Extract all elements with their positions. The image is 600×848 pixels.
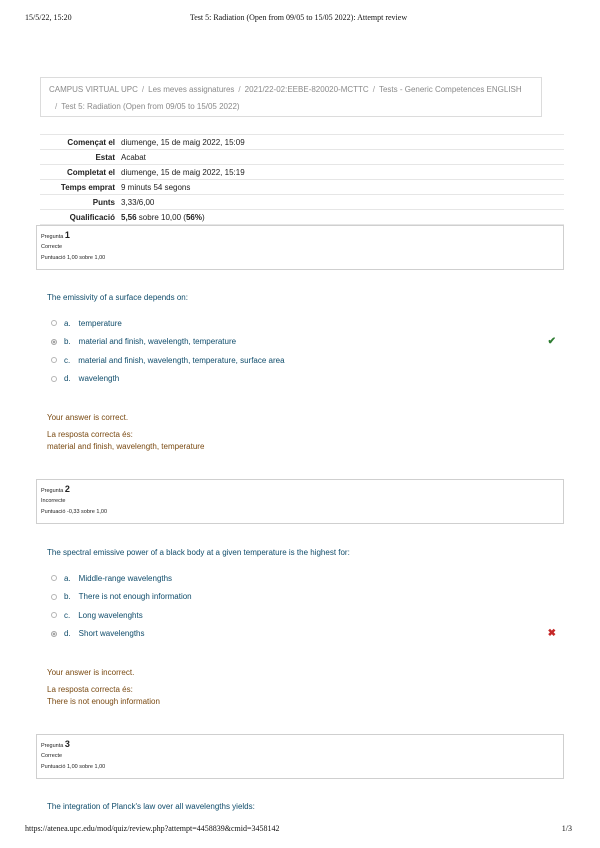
summary-value: 3,33/6,00 bbox=[118, 195, 564, 210]
question-number bbox=[41, 230, 563, 241]
breadcrumb bbox=[40, 77, 542, 117]
question-info-1 bbox=[36, 225, 564, 270]
answer-text: material and finish, wavelength, temperature, surface area bbox=[78, 355, 285, 365]
feedback-text: Your answer is correct. bbox=[47, 413, 129, 422]
print-header bbox=[25, 13, 572, 25]
question-grade: Puntuació 1,00 sobre 1,00 bbox=[41, 764, 106, 770]
question-state: Correcte bbox=[41, 244, 63, 250]
grade-close: ) bbox=[201, 212, 205, 222]
answer-text: There is not enough information bbox=[78, 592, 192, 602]
answer-option-c[interactable] bbox=[51, 351, 556, 370]
summary-value bbox=[118, 210, 564, 225]
print-date: 15/5/22, 15:20 bbox=[25, 13, 72, 22]
question-info-3 bbox=[36, 734, 564, 779]
question-grade: Puntuació -0,33 sobre 1,00 bbox=[41, 509, 108, 515]
summary-value: diumenge, 15 de maig 2022, 15:19 bbox=[118, 165, 564, 180]
radio-button[interactable] bbox=[51, 594, 57, 600]
breadcrumb-course[interactable]: 2021/22-02:EEBE-820020-MCTTC bbox=[244, 85, 369, 94]
summary-value: Acabat bbox=[118, 150, 564, 165]
radio-button[interactable] bbox=[51, 575, 57, 581]
breadcrumb-separator: / bbox=[55, 102, 58, 111]
attempt-summary-table bbox=[40, 134, 564, 225]
radio-button[interactable] bbox=[51, 376, 57, 382]
breadcrumb-separator: / bbox=[372, 85, 375, 94]
answer-letter: c. bbox=[64, 610, 71, 620]
answer-letter: b. bbox=[64, 592, 71, 602]
answer-list bbox=[51, 569, 556, 643]
question-state: Correcte bbox=[41, 753, 63, 759]
question-label: Pregunta bbox=[41, 743, 64, 749]
answer-text: temperature bbox=[78, 318, 122, 328]
answer-text: wavelength bbox=[78, 374, 120, 384]
question-number-value: 3 bbox=[64, 739, 70, 749]
summary-row-started bbox=[40, 135, 564, 150]
breadcrumb-quiz[interactable]: Test 5: Radiation (Open from 09/05 to 15/05 2022) bbox=[61, 102, 240, 111]
breadcrumb-separator: / bbox=[238, 85, 241, 94]
answer-option-a[interactable] bbox=[51, 569, 556, 588]
breadcrumb-separator: / bbox=[141, 85, 145, 94]
question-label: Pregunta bbox=[41, 234, 64, 240]
radio-button-selected[interactable] bbox=[51, 339, 57, 345]
answer-option-b[interactable] bbox=[51, 588, 556, 607]
question-text: The spectral emissive power of a black body at a given temperature is the highest for: bbox=[47, 548, 350, 557]
right-answer-text: There is not enough information bbox=[47, 697, 160, 706]
question-info-2 bbox=[36, 479, 564, 524]
print-title: Test 5: Radiation (Open from 09/05 to 15/05 2022): Attempt review bbox=[189, 13, 408, 22]
question-number-value: 1 bbox=[64, 230, 70, 240]
question-number bbox=[41, 484, 563, 495]
summary-row-marks bbox=[40, 195, 564, 210]
answer-option-c[interactable] bbox=[51, 606, 556, 625]
radio-button[interactable] bbox=[51, 357, 57, 363]
breadcrumb-campus[interactable]: CAMPUS VIRTUAL UPC bbox=[49, 85, 138, 94]
answer-letter: a. bbox=[64, 318, 71, 328]
summary-value: 9 minuts 54 segons bbox=[118, 180, 564, 195]
question-grade: Puntuació 1,00 sobre 1,00 bbox=[41, 255, 106, 261]
summary-key: Estat bbox=[40, 150, 118, 165]
answer-text: Middle-range wavelengths bbox=[78, 573, 173, 583]
answer-text: material and finish, wavelength, temperature bbox=[78, 337, 237, 347]
question-label: Pregunta bbox=[41, 488, 64, 494]
summary-key: Temps emprat bbox=[40, 180, 118, 195]
summary-key: Qualificació bbox=[40, 210, 118, 225]
question-feedback bbox=[47, 412, 204, 453]
summary-key: Punts bbox=[40, 195, 118, 210]
answer-option-b[interactable] bbox=[51, 333, 556, 352]
answer-list bbox=[51, 314, 556, 388]
answer-letter: d. bbox=[64, 629, 71, 639]
correct-check-icon: ✔ bbox=[547, 335, 556, 347]
question-feedback bbox=[47, 667, 160, 708]
summary-row-grade bbox=[40, 210, 564, 225]
print-url: https://atenea.upc.edu/mod/quiz/review.php?attempt=4458839&cmid=3458142 bbox=[25, 824, 280, 833]
question-text: The integration of Planck's law over all wavelengths yields: bbox=[47, 802, 255, 811]
answer-letter: c. bbox=[64, 355, 71, 365]
print-page-number: 1/3 bbox=[561, 824, 572, 833]
incorrect-cross-icon: ✖ bbox=[547, 627, 556, 639]
radio-button-selected[interactable] bbox=[51, 631, 57, 637]
answer-text: Long wavelenghts bbox=[78, 610, 143, 620]
answer-letter: d. bbox=[64, 374, 71, 384]
question-text: The emissivity of a surface depends on: bbox=[47, 293, 188, 302]
radio-button[interactable] bbox=[51, 320, 57, 326]
question-number bbox=[41, 739, 563, 750]
summary-row-time-taken bbox=[40, 180, 564, 195]
answer-letter: a. bbox=[64, 573, 71, 583]
breadcrumb-my-courses[interactable]: Les meves assignatures bbox=[148, 85, 235, 94]
grade-out-of: sobre 10,00 ( bbox=[136, 212, 186, 222]
right-answer-text: material and finish, wavelength, temperature bbox=[47, 442, 205, 451]
summary-key: Començat el bbox=[40, 135, 118, 150]
summary-key: Completat el bbox=[40, 165, 118, 180]
breadcrumb-section[interactable]: Tests - Generic Competences ENGLISH bbox=[378, 85, 522, 94]
print-footer bbox=[25, 824, 572, 836]
right-answer-label: La resposta correcta és: bbox=[47, 430, 133, 439]
feedback-text: Your answer is incorrect. bbox=[47, 668, 135, 677]
right-answer-label: La resposta correcta és: bbox=[47, 685, 133, 694]
summary-row-state bbox=[40, 150, 564, 165]
question-state: Incorrecte bbox=[41, 498, 66, 504]
summary-value: diumenge, 15 de maig 2022, 15:09 bbox=[118, 135, 564, 150]
answer-letter: b. bbox=[64, 337, 71, 347]
answer-option-d[interactable] bbox=[51, 370, 556, 389]
grade-percent: 56% bbox=[185, 212, 202, 222]
answer-text: Short wavelengths bbox=[78, 629, 145, 639]
answer-option-d[interactable] bbox=[51, 625, 556, 644]
radio-button[interactable] bbox=[51, 612, 57, 618]
question-number-value: 2 bbox=[64, 484, 70, 494]
summary-row-completed bbox=[40, 165, 564, 180]
answer-option-a[interactable] bbox=[51, 314, 556, 333]
grade-value: 5,56 bbox=[121, 212, 137, 222]
